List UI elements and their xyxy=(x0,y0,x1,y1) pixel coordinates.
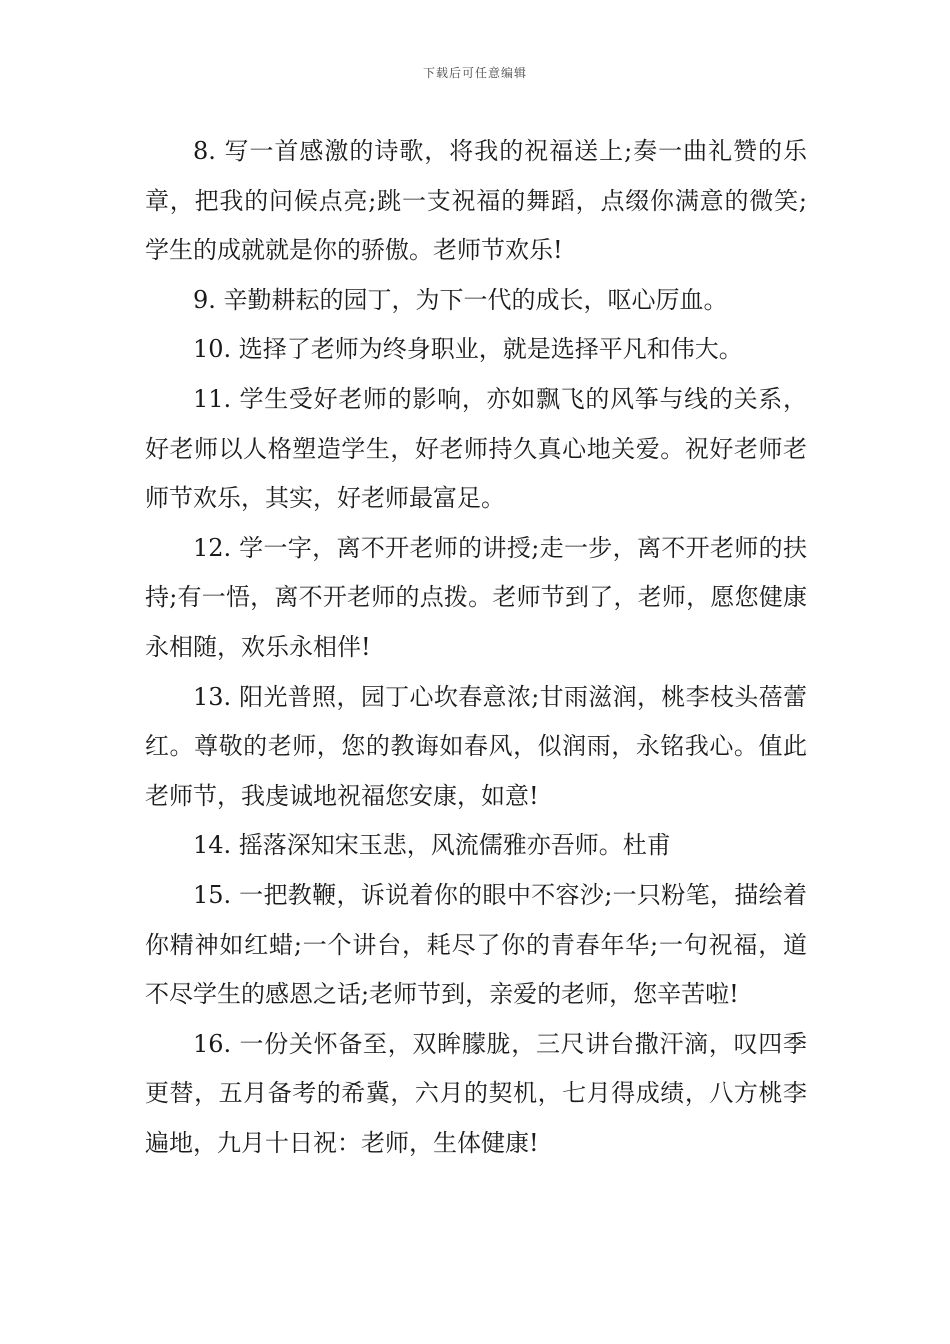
paragraph-14: 14. 摇落深知宋玉悲，风流儒雅亦吾师。杜甫 xyxy=(193,831,671,860)
paragraph-15: 15. 一把教鞭，诉说着你的眼中不容沙;一只粉笔，描绘着你精神如红蜡;一个讲台，耗尽了你的青春年华;一句祝福，道不尽学生的感恩之话;老师节到，亲爱的老师，您辛苦啦! xyxy=(145,880,807,1009)
page-header: 下载后可任意编辑 xyxy=(422,66,527,80)
paragraph-8: 8. 写一首感激的诗歌，将我的祝福送上;奏一曲礼赞的乐章，把我的问候点亮;跳一支祝福的舞蹈，点缀你满意的微笑;学生的成就就是你的骄傲。老师节欢乐! xyxy=(145,137,807,265)
paragraph-16: 16. 一份关怀备至，双眸朦胧，三尺讲台撒汗滴，叹四季更替，五月备考的希冀，六月的契机，七月得成绩，八方桃李遍地，九月十日祝：老师，生体健康! xyxy=(145,1029,807,1157)
paragraph-11: 11. 学生受好老师的影响，亦如飘飞的风筝与线的关系，好老师以人格塑造学生，好老师持久真心地关爱。祝好老师老师节欢乐，其实，好老师最富足。 xyxy=(145,384,807,513)
paragraph-13: 13. 阳光普照，园丁心坎春意浓;甘雨滋润，桃李枝头蓓蕾红。尊敬的老师，您的教诲如春风，似润雨，永铭我心。值此老师节，我虔诚地祝福您安康，如意! xyxy=(145,682,807,810)
paragraph-10: 10. 选择了老师为终身职业，就是选择平凡和伟大。 xyxy=(193,335,743,364)
document-body xyxy=(145,127,807,1168)
paragraph-12: 12. 学一字，离不开老师的讲授;走一步，离不开老师的扶持;有一悟，离不开老师的点拨。老师节到了，老师，愿您健康永相随，欢乐永相伴! xyxy=(145,533,807,661)
paragraph-9: 9. 辛勤耕耘的园丁，为下一代的成长，呕心厉血。 xyxy=(193,285,728,314)
